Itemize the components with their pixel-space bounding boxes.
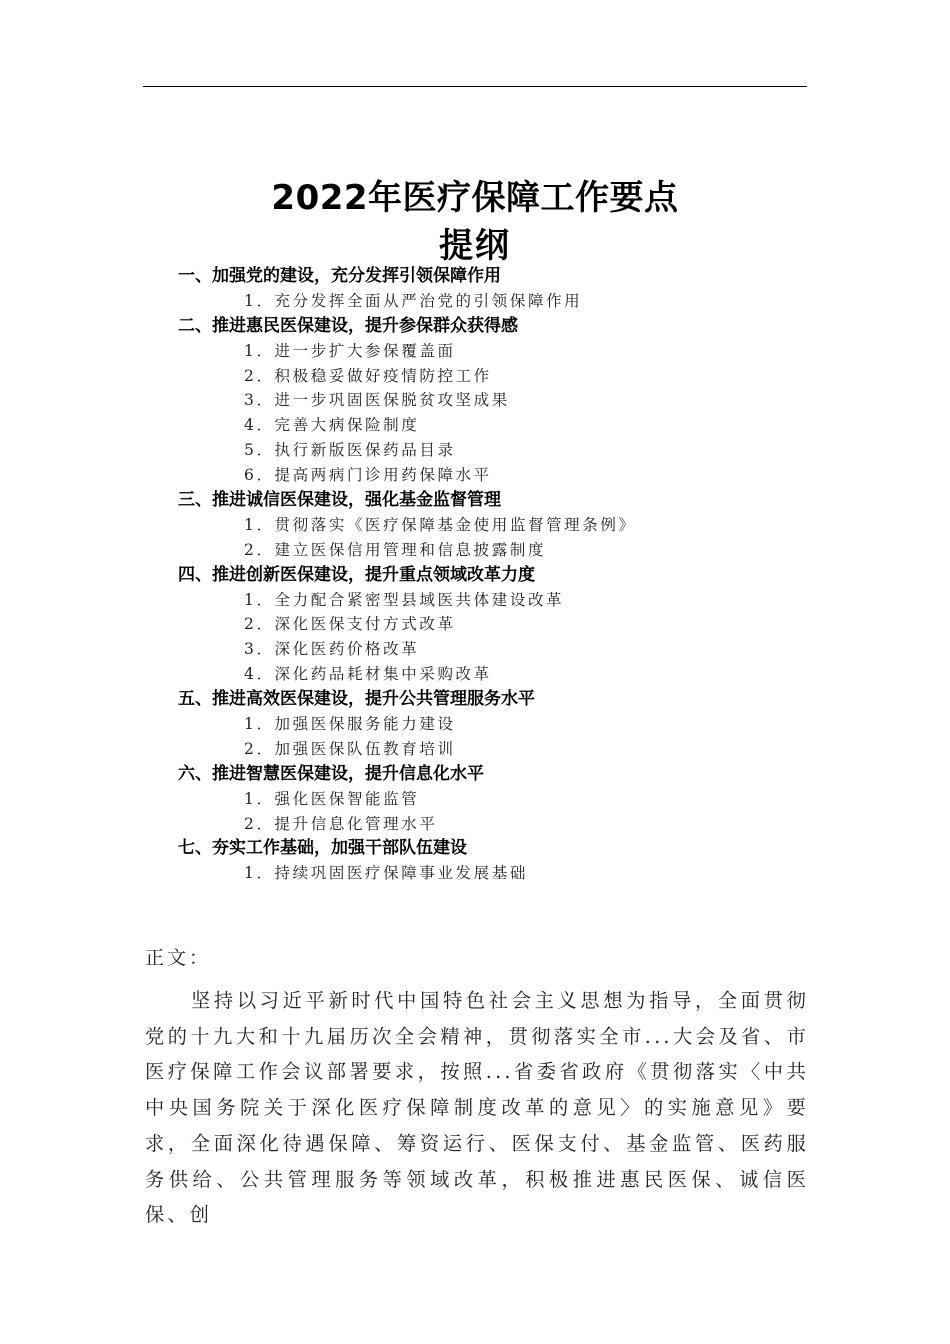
header-rule xyxy=(143,86,807,87)
outline-item: 4．完善大病保险制度 xyxy=(244,416,420,435)
outline-item: 2．建立医保信用管理和信息披露制度 xyxy=(244,540,547,559)
outline-item: 1．持续巩固医疗保障事业发展基础 xyxy=(244,864,528,883)
outline-item: 2．深化医保支付方式改革 xyxy=(244,615,456,634)
outline-item: 1．全力配合紧密型县域医共体建设改革 xyxy=(244,590,565,609)
outline-section-heading: 六、推进智慧医保建设，提升信息化水平 xyxy=(178,763,484,784)
body-label: 正文： xyxy=(145,947,212,969)
body-paragraph: 坚持以习近平新时代中国特色社会主义思想为指导，全面贯彻党的十九大和十九届历次全会精神，贯彻落实全市...大会及省、市医疗保障工作会议部署要求，按照...省委省政府《贯彻落实〈中共中央国务院关于深化医疗保障制度改革的意见〉的实施意见》要求，全面深化待遇保障、筹资运行、医保支付、基金监管、医药服务供给、公共管理服务等领域改革，积极推进惠民医保、诚信医保、创 xyxy=(145,989,809,1227)
outline-item: 6．提高两病门诊用药保障水平 xyxy=(244,466,492,485)
outline-item: 2．提升信息化管理水平 xyxy=(244,814,438,833)
outline-section-heading: 五、推进高效医保建设，提升公共管理服务水平 xyxy=(178,689,535,710)
outline-item: 3．进一步巩固医保脱贫攻坚成果 xyxy=(244,391,510,410)
outline-item: 2．加强医保队伍教育培训 xyxy=(244,739,456,758)
outline-section-heading: 七、夯实工作基础，加强干部队伍建设 xyxy=(178,838,467,859)
outline-item: 1．强化医保智能监管 xyxy=(244,789,420,808)
outline-item: 1．充分发挥全面从严治党的引领保障作用 xyxy=(244,291,583,310)
outline-section-heading: 一、加强党的建设，充分发挥引领保障作用 xyxy=(178,266,501,286)
outline-item: 2．积极稳妥做好疫情防控工作 xyxy=(244,366,492,385)
outline-section-heading: 四、推进创新医保建设，提升重点领域改革力度 xyxy=(178,564,535,585)
outline-item: 1．加强医保服务能力建设 xyxy=(244,715,456,734)
outline-item: 4．深化药品耗材集中采购改革 xyxy=(244,665,492,684)
outline-section-heading: 三、推进诚信医保建设，强化基金监督管理 xyxy=(178,490,501,511)
outline-item: 1．贯彻落实《医疗保障基金使用监督管理条例》 xyxy=(244,515,637,534)
outline xyxy=(0,264,950,886)
outline-item: 3．深化医药价格改革 xyxy=(244,640,420,659)
outline-section-heading: 二、推进惠民医保建设，提升参保群众获得感 xyxy=(178,315,518,336)
outline-item: 5．执行新版医保药品目录 xyxy=(244,441,456,460)
outline-item: 1．进一步扩大参保覆盖面 xyxy=(244,341,456,360)
document-subtitle: 提纲 xyxy=(439,226,511,266)
document-title: 2022年医疗保障工作要点 xyxy=(271,178,679,218)
